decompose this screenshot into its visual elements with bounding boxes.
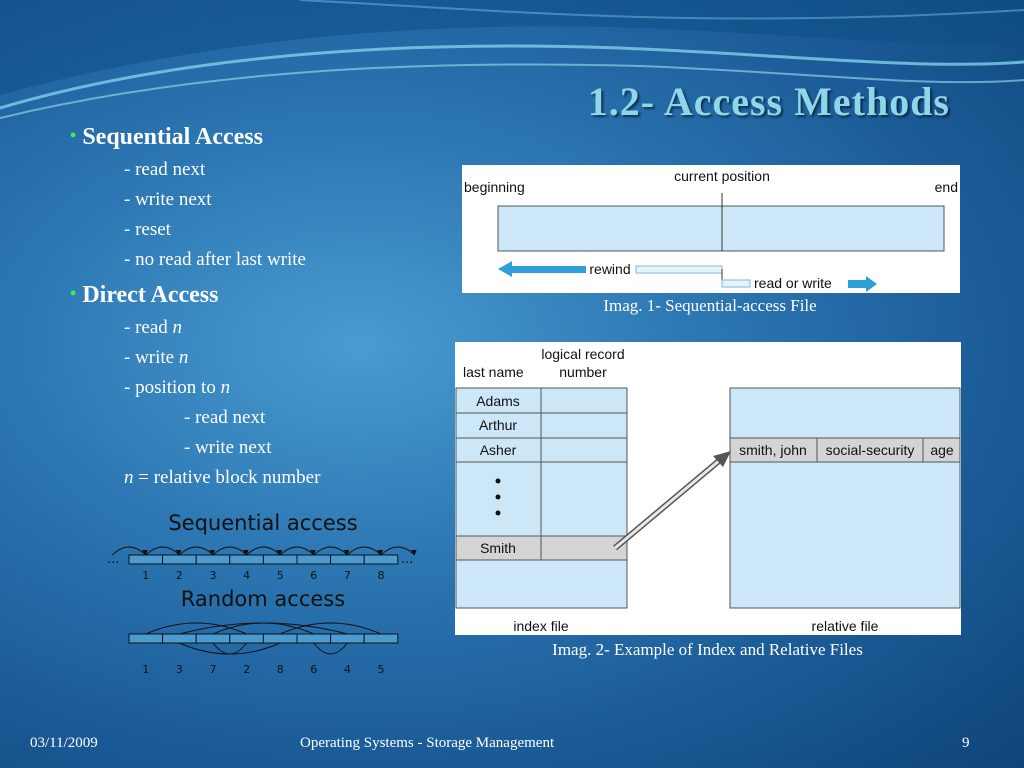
figure2-caption: Imag. 2- Example of Index and Relative Files bbox=[552, 640, 863, 659]
rnd-cell bbox=[364, 634, 398, 643]
ellipsis-dot-icon bbox=[496, 511, 501, 516]
record-field: age bbox=[930, 442, 954, 458]
direct-write-label: - write bbox=[124, 347, 179, 368]
seq-cell bbox=[263, 555, 297, 564]
rnd-cells bbox=[129, 623, 398, 676]
rewind-bar bbox=[636, 266, 722, 273]
seq-cell-number: 8 bbox=[377, 569, 385, 582]
seq-cell-number: 7 bbox=[343, 569, 351, 582]
bullet-direct bbox=[70, 282, 218, 309]
seq-cell bbox=[364, 555, 398, 564]
index-name-smith: Smith bbox=[480, 540, 516, 556]
forward-arrow-icon bbox=[848, 276, 877, 292]
rnd-cell bbox=[263, 634, 297, 643]
footer-date: 03/11/2009 bbox=[30, 735, 98, 751]
random-access-diagram bbox=[105, 586, 425, 681]
fig1-beginning-label: beginning bbox=[464, 179, 525, 195]
rnd-cell-number: 7 bbox=[209, 663, 217, 676]
relative-file-box bbox=[730, 388, 960, 608]
record-field: smith, john bbox=[739, 442, 807, 458]
seq-cell bbox=[163, 555, 197, 564]
rnd-cell-number: 3 bbox=[175, 663, 183, 676]
rnd-cell bbox=[163, 634, 197, 643]
fig2-relative-file-label: relative file bbox=[811, 618, 879, 634]
rnd-hop-arrow bbox=[179, 623, 347, 634]
n-var: n bbox=[124, 467, 134, 488]
sequential-heading: Sequential Access bbox=[82, 124, 263, 150]
direct-item-read bbox=[124, 317, 182, 339]
slide-title: 1.2- Access Methods bbox=[587, 79, 950, 124]
direct-item-write bbox=[124, 347, 188, 369]
rnd-diagram-title: Random access bbox=[180, 587, 346, 611]
seq-hop-arrow bbox=[247, 547, 281, 555]
seq-cell bbox=[331, 555, 365, 564]
seq-cells bbox=[112, 547, 416, 582]
pointer-arrow-inner bbox=[615, 460, 720, 548]
seq-hop-arrow bbox=[314, 547, 348, 555]
direct-read-label: - read bbox=[124, 317, 173, 338]
rw-bar bbox=[722, 280, 750, 287]
direct-item-position bbox=[124, 377, 230, 399]
fig1-rewind-label: rewind bbox=[589, 261, 631, 277]
n-var: n bbox=[172, 317, 183, 338]
direct-nested-item: - read next bbox=[184, 407, 266, 428]
n-var: n bbox=[220, 377, 231, 398]
rnd-cell bbox=[196, 634, 230, 643]
direct-heading: Direct Access bbox=[82, 282, 219, 308]
seq-cell-number: 6 bbox=[310, 569, 318, 582]
bullet-dot-icon: • bbox=[70, 125, 77, 145]
rnd-hop-arrow bbox=[213, 643, 247, 654]
seq-item: - no read after last write bbox=[124, 249, 306, 270]
fig2-logical-record-label: logical record bbox=[541, 346, 625, 362]
seq-hop-arrow bbox=[146, 547, 180, 555]
rnd-cell bbox=[230, 634, 264, 643]
index-name: Arthur bbox=[478, 417, 518, 433]
fig2-number-label: number bbox=[559, 364, 607, 380]
seq-cell-number: 5 bbox=[276, 569, 284, 582]
figure-sequential-access-file bbox=[462, 165, 960, 293]
rnd-cell-number: 1 bbox=[142, 663, 150, 676]
sequential-access-diagram bbox=[105, 508, 425, 588]
rnd-cell bbox=[129, 634, 163, 643]
seq-cell bbox=[297, 555, 331, 564]
rnd-cell bbox=[331, 634, 365, 643]
fig1-read-or-write-label: read or write bbox=[754, 275, 832, 291]
figure1-caption: Imag. 1- Sequential-access File bbox=[603, 296, 817, 315]
footer-title: Operating Systems - Storage Management bbox=[300, 735, 555, 751]
bullet-sequential bbox=[70, 124, 263, 151]
rnd-cell-number: 5 bbox=[377, 663, 385, 676]
seq-item: - write next bbox=[124, 189, 212, 210]
seq-hop-arrow bbox=[213, 547, 247, 555]
seq-cell-number: 3 bbox=[209, 569, 217, 582]
record-field: social-security bbox=[825, 442, 915, 458]
seq-item: - read next bbox=[124, 159, 206, 180]
rnd-cell-number: 8 bbox=[276, 663, 284, 676]
index-name: Adams bbox=[476, 393, 520, 409]
rnd-hop-arrow bbox=[179, 643, 280, 654]
rnd-cell-number: 4 bbox=[343, 663, 351, 676]
seq-hop-arrow bbox=[347, 547, 381, 555]
fig1-current-position-label: current position bbox=[674, 168, 770, 184]
direct-nested-item: - write next bbox=[184, 437, 272, 458]
rnd-cell bbox=[297, 634, 331, 643]
seq-cell-number: 1 bbox=[142, 569, 150, 582]
relative-block-note bbox=[124, 467, 320, 489]
page-number: 9 bbox=[962, 735, 970, 751]
rnd-cell-number: 6 bbox=[310, 663, 318, 676]
seq-item: - reset bbox=[124, 219, 171, 240]
seq-cell bbox=[196, 555, 230, 564]
figure-index-relative-files bbox=[455, 342, 961, 635]
rnd-hop-arrow bbox=[314, 643, 348, 654]
fig1-file-bar bbox=[498, 206, 944, 251]
index-name: Asher bbox=[479, 442, 517, 458]
seq-diagram-title: Sequential access bbox=[168, 511, 358, 535]
fig2-index-file-label: index file bbox=[513, 618, 569, 634]
fig2-last-name-label: last name bbox=[463, 364, 524, 380]
seq-cell bbox=[129, 555, 163, 564]
relative-block-label: = relative block number bbox=[133, 467, 321, 488]
seq-cell-number: 2 bbox=[175, 569, 183, 582]
seq-ellipsis-right: ... bbox=[401, 552, 414, 567]
seq-hop-arrow bbox=[179, 547, 213, 555]
direct-position-label: - position to bbox=[124, 377, 221, 398]
seq-ellipsis-left: ... bbox=[107, 552, 120, 567]
seq-hop-arrow bbox=[280, 547, 314, 555]
n-var: n bbox=[178, 347, 189, 368]
seq-cell bbox=[230, 555, 264, 564]
seq-cell-number: 4 bbox=[243, 569, 251, 582]
ellipsis-dot-icon bbox=[496, 495, 501, 500]
rnd-cell-number: 2 bbox=[243, 663, 251, 676]
ellipsis-dot-icon bbox=[496, 479, 501, 484]
bullet-dot-icon: • bbox=[70, 283, 77, 303]
rewind-arrow-icon bbox=[498, 261, 586, 277]
fig1-end-label: end bbox=[934, 179, 958, 195]
